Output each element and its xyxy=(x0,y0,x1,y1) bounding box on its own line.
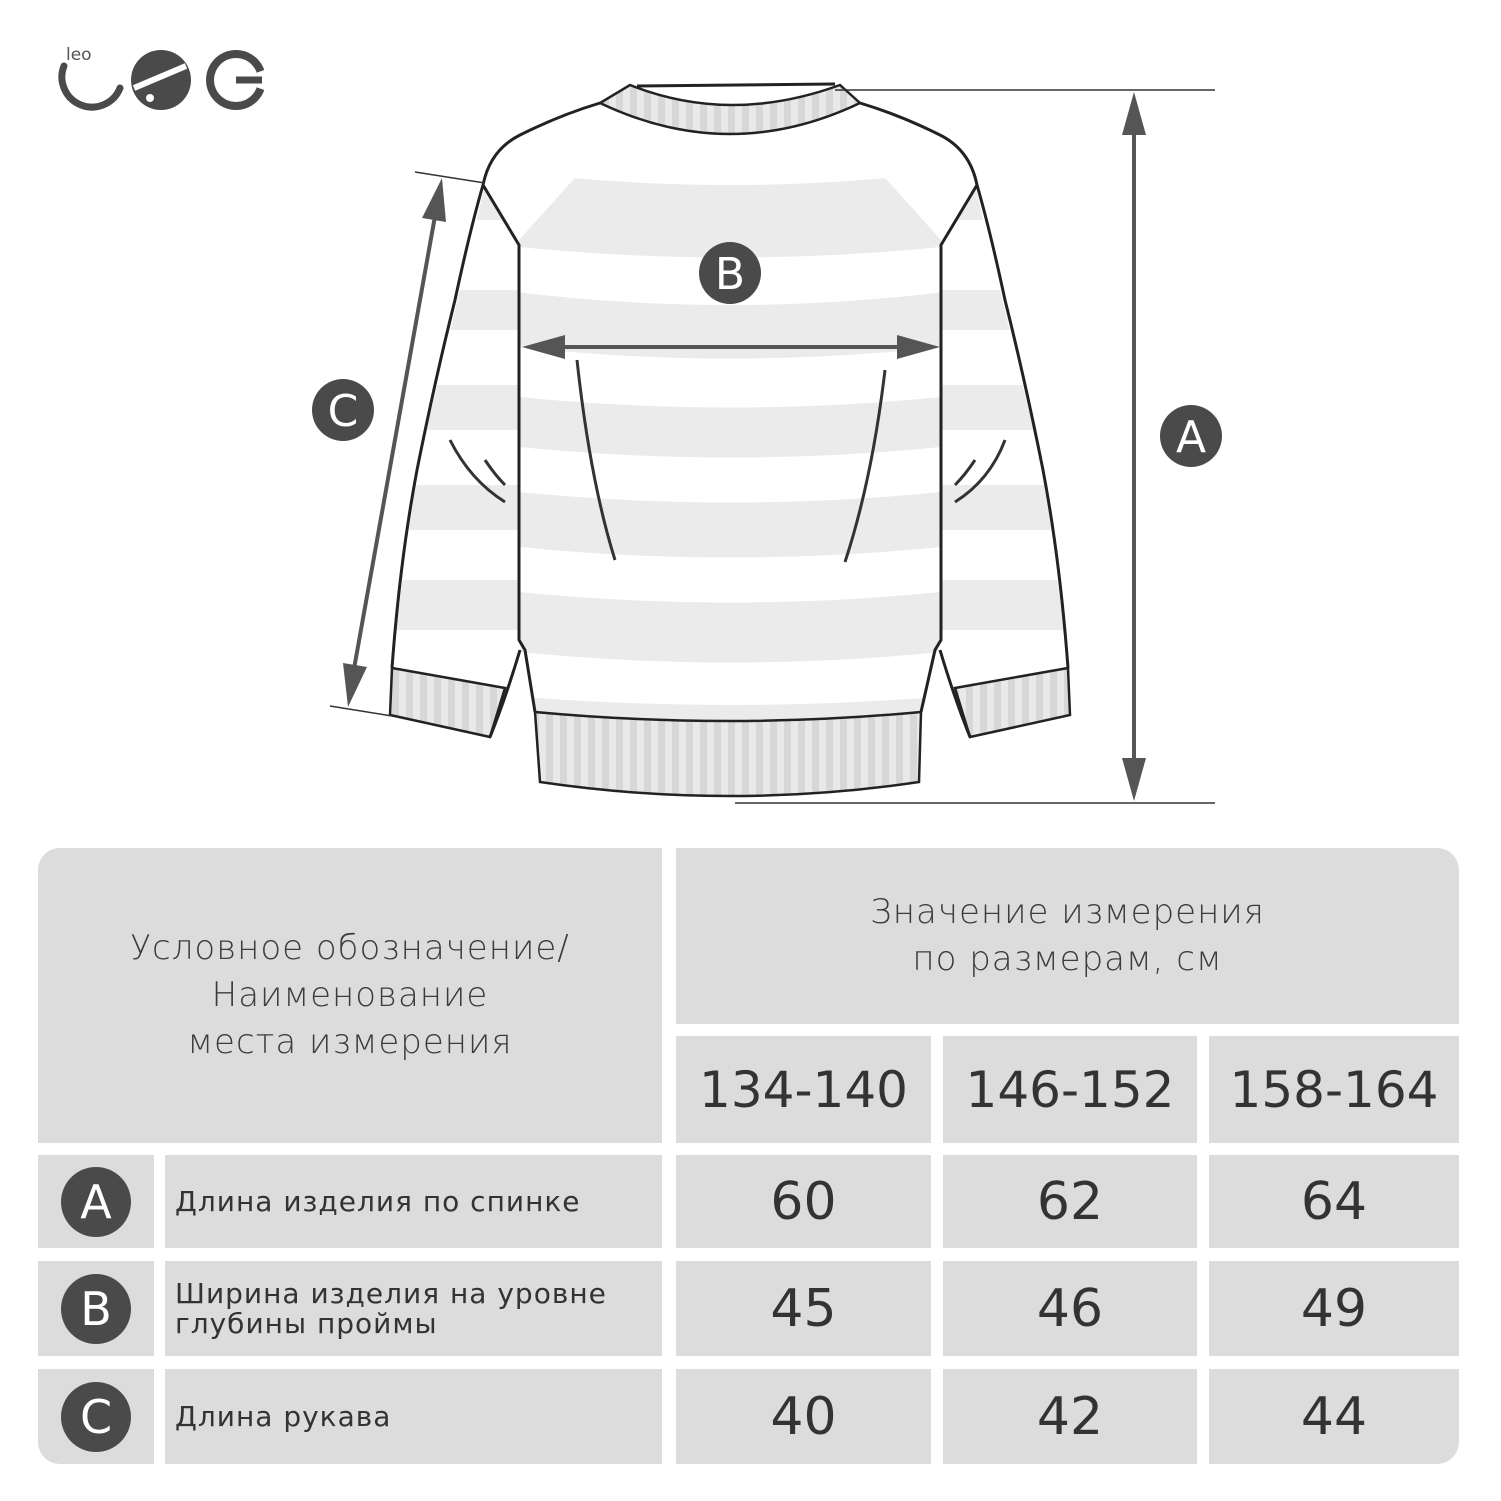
row-a-name xyxy=(165,1155,662,1248)
row-c-value-2: 42 xyxy=(943,1369,1197,1464)
badge-a: A xyxy=(61,1167,131,1237)
diagram-badge-c-text: C xyxy=(327,386,359,437)
row-b-name xyxy=(165,1261,662,1356)
badge-c: C xyxy=(61,1382,131,1452)
row-a-value-1: 60 xyxy=(676,1155,931,1248)
diagram-badge-a-text: A xyxy=(1175,412,1207,463)
header-left-line-1: Условное обозначение/ xyxy=(130,928,570,968)
size-header-2: 146-152 xyxy=(943,1036,1197,1143)
row-c-name-line-1: Длина рукава xyxy=(175,1399,392,1433)
header-values xyxy=(676,848,1459,1024)
row-a-marker xyxy=(38,1155,154,1248)
row-b-value-3: 49 xyxy=(1209,1261,1459,1356)
size-header-1: 134-140 xyxy=(676,1036,931,1143)
diagram-badge-b-text: B xyxy=(714,249,746,300)
size-header-3: 158-164 xyxy=(1209,1036,1459,1143)
row-c-value-3: 44 xyxy=(1209,1369,1459,1464)
header-right-line-2: по размерам, см xyxy=(912,939,1223,979)
diagram-badge-b xyxy=(699,242,761,304)
left-sleeve xyxy=(380,160,530,690)
header-left-line-2: Наименование xyxy=(211,975,489,1015)
row-c-name xyxy=(165,1369,662,1464)
badge-b: B xyxy=(61,1274,131,1344)
row-a-value-2: 62 xyxy=(943,1155,1197,1248)
row-b-value-1: 45 xyxy=(676,1261,931,1356)
row-b-name-line-1: Ширина изделия на уровне xyxy=(175,1276,607,1310)
diagram-badge-c xyxy=(312,379,374,441)
header-left-line-3: места измерения xyxy=(187,1022,513,1062)
row-c-marker xyxy=(38,1369,154,1464)
hem-band xyxy=(535,712,921,796)
row-b-marker xyxy=(38,1261,154,1356)
header-designation xyxy=(38,848,662,1143)
logo-small-text: leo xyxy=(66,45,92,65)
collar xyxy=(600,85,860,134)
row-a-value-3: 64 xyxy=(1209,1155,1459,1248)
diagram-badge-a xyxy=(1160,405,1222,467)
row-b-name-line-2: глубины проймы xyxy=(175,1306,438,1340)
sweater-body xyxy=(500,150,960,720)
right-sleeve xyxy=(930,160,1080,690)
row-c-value-1: 40 xyxy=(676,1369,931,1464)
header-right-line-1: Значение измерения xyxy=(870,892,1265,932)
row-b-value-2: 46 xyxy=(943,1261,1197,1356)
row-a-name-line-1: Длина изделия по спинке xyxy=(175,1184,581,1218)
